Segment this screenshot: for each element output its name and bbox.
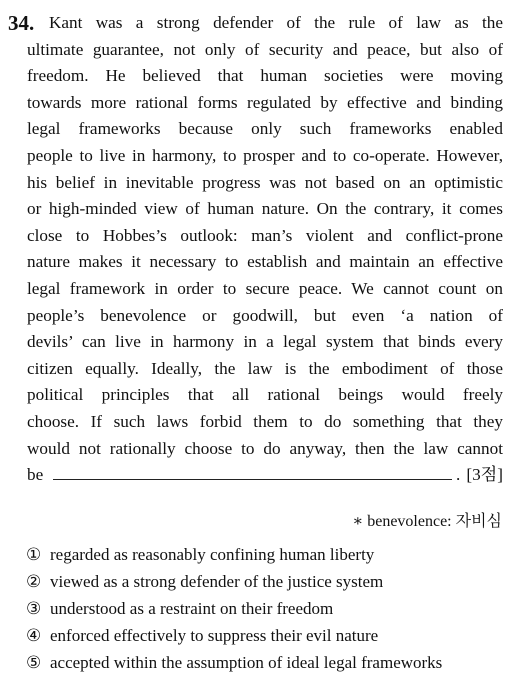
answer-choices — [26, 541, 506, 676]
passage-line: choose. If such laws forbid them to do something that they — [27, 411, 503, 431]
choice-number-icon: ⑤ — [26, 652, 42, 673]
question-number: 34. — [8, 11, 35, 35]
passage-line: people’s benevolence or goodwill, but even ‘a nation of — [27, 305, 503, 325]
passage-line: legal frameworks because only such frameworks enabled — [27, 119, 503, 139]
choice-5[interactable] — [26, 649, 506, 676]
passage-line: towards more rational forms regulated by effective and binding — [27, 92, 503, 112]
passage — [27, 10, 503, 489]
passage-line: close to Hobbes’s outlook: man’s violent and conflict-prone — [27, 225, 503, 245]
passage-line: legal framework in order to secure peace. We cannot count on — [27, 278, 503, 298]
blank-period: . — [456, 465, 461, 485]
choice-number-icon: ② — [26, 571, 42, 592]
vocabulary-footnote: ∗ benevolence: 자비심 — [352, 513, 502, 530]
choice-text: accepted within the assumption of ideal legal frameworks — [50, 652, 443, 672]
choice-4[interactable] — [26, 622, 506, 649]
passage-line: devils’ can live in harmony in a legal system that binds every — [27, 332, 503, 352]
passage-line: freedom. He believed that human societies were moving — [27, 66, 503, 86]
answer-blank — [53, 465, 452, 480]
passage-line: ultimate guarantee, not only of security and peace, but also of — [27, 39, 503, 59]
passage-line: or high-minded view of human nature. On the contrary, it comes — [27, 199, 503, 219]
choice-number-icon: ③ — [26, 598, 42, 619]
choice-text: enforced effectively to suppress their evil nature — [50, 625, 379, 645]
choice-1[interactable] — [26, 541, 506, 568]
blank-lead-word: be — [27, 465, 44, 485]
passage-line: citizen equally. Ideally, the law is the embodiment of those — [27, 358, 503, 378]
choice-text: regarded as reasonably confining human liberty — [50, 544, 375, 564]
passage-line: would not rationally choose to do anyway, then the law cannot — [27, 438, 503, 458]
points-label: [3점] — [466, 465, 503, 485]
choice-number-icon: ① — [26, 544, 42, 565]
choice-2[interactable] — [26, 568, 506, 595]
passage-line: political principles that all rational beings would freely — [27, 385, 503, 405]
blank-row — [27, 462, 503, 489]
passage-line: nature makes it necessary to establish and maintain an effective — [27, 252, 503, 272]
passage-line: people to live in harmony, to prosper and to co-operate. However, — [27, 145, 503, 165]
passage-line: his belief in inevitable progress was not based on an optimistic — [27, 172, 503, 192]
choice-text: viewed as a strong defender of the justice system — [50, 571, 384, 591]
choice-number-icon: ④ — [26, 625, 42, 646]
choice-text: understood as a restraint on their freedom — [50, 598, 334, 618]
passage-line: Kant was a strong defender of the rule of law as the — [49, 13, 503, 32]
choice-3[interactable] — [26, 595, 506, 622]
